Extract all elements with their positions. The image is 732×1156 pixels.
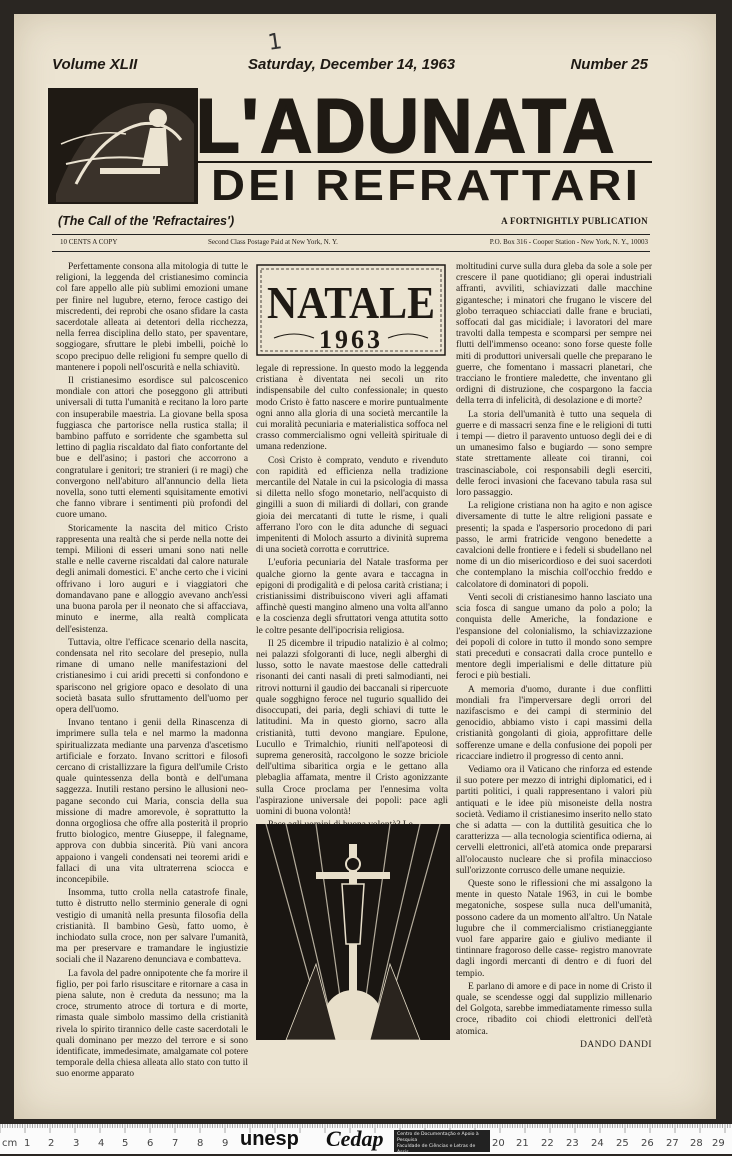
subtitle: (The Call of the 'Refractaires') xyxy=(58,214,235,228)
ruler-number: 25 xyxy=(616,1138,629,1149)
title-line-1: L'ADUNATA xyxy=(196,84,616,169)
headline-frame xyxy=(254,262,448,358)
masthead xyxy=(46,84,652,208)
cedap-logo: Cedap xyxy=(326,1126,384,1151)
ruler-number: 24 xyxy=(591,1138,604,1149)
crucifix-woodcut-icon xyxy=(256,824,450,1040)
column-1 xyxy=(56,262,248,1083)
paragraph: Perfettamente consona alla mitologia di tutte le religioni, la leggenda del cristianesimo comincia col fare appello alle più sublimi emozioni umane per finire nel lugubre, eterno, feroce castigo dei miscredenti, dei reprobi che osano sfidare la casta sacerdotale alleata ai detentori della ricchezza, nella ferrea disciplina dello stato, per spaventare, soggiogare, sfruttare le plebi imbelli, poichè lo scopo precipuo delle religioni fu sempre quello di mantenere i popoli nell'oscurità e nella schiavitù. xyxy=(56,262,248,373)
issue-number: Number 25 xyxy=(570,56,648,73)
ruler-unit: cm xyxy=(2,1138,18,1149)
ruler-number: 4 xyxy=(98,1138,105,1149)
ruler-number: 5 xyxy=(122,1138,129,1149)
paragraph: La religione cristiana non ha agito e non agisce diversamente di tutte le altre religioni passate e presenti; la spada e l'aspersorio procedono di pari passo, le armi fratricide vengono benedette a cavalcioni delle frontiere e i fedeli si sbudellano nel nome di un dio misericordioso e dei suoi sacerdoti che contemplano la mischia coll'occhio freddo e calcolatore di dominatori di popoli. xyxy=(456,501,652,590)
ruler-number: 26 xyxy=(641,1138,654,1149)
ruler-number: 7 xyxy=(172,1138,179,1149)
column-3 xyxy=(456,262,652,1051)
woodcut-figure-icon xyxy=(48,88,198,204)
woodcut-illustration xyxy=(256,824,450,1040)
paragraph: Il 25 dicembre il tripudio natalizio è al colmo; nei palazzi sfolgoranti di luce, negli alberghi di lusso, sotto le navate maestose delle cattedrali risonanti dei canti nasali di preti salmodianti, nei ritrovi notturni il gaudio dei baccanali si ripercuote quale sogghigno feroce nel tugurio squallido dei disoccupati, dei paria, degli schiavi di tutte le latitudini. Ma in questo giorno, sacro alla cristianità, tutti devono mangiare. Epulone, Lucullo e Trimalchio, riuniti nell'apoteosi di suprema generosità, raccolgono le sozze briciole dell'ultima sibaritica orgia e le gettano alla plebaglia affamata, mentre il Cristo agonizzante sulla Croce proclama per l'ennesima volta l'aspirazione universale dei popoli: pace agli uomini di buona volontà! xyxy=(256,638,448,817)
paragraph: Il cristianesimo esordisce sul palcoscenico mondiale con attori che poseggono gli attributi universali di tutta l'umanità e recitano la loro parte con insuperabile maestria. La giovane bella sposa fuggiasca che partorisce nella rustica stalla; il bambino paffuto e sorridente che sgambetta sul lettino di paglia riscaldato dal fiato confortante del bue e dell'asino; i pastori che accorrono a congratulare i genitori; tre stranieri (i re magi) che convergono nell'abituro all'annuncio della lieta novella, sono tutti elementi squisitamente emotivi che fanno vibrare i sentimenti più profondi del cuore umano. xyxy=(56,376,248,521)
ruler-number: 21 xyxy=(516,1138,529,1149)
paragraph: E parlano di amore e di pace in nome di Cristo il quale, se scendesse oggi dal supplizio millenario del Golgota, sarebbe immediatamente rimesso sulla croce, ribadito coi chiodi elettronici dell'età atomica. xyxy=(456,981,652,1037)
cedap-caption-line: Centro de Documentação e Apoio à Pesquisa xyxy=(397,1132,479,1143)
address-label: P.O. Box 316 - Cooper Station - New York, N. Y., 10003 xyxy=(489,238,648,246)
paragraph: Storicamente la nascita del mitico Cristo rappresenta una realtà che si perde nella notte dei tempi. Milioni di esseri umani sono nati nelle stalle e nelle caverne riscaldati dal calore naturale degli animali domestici. E' anche certo che i vicini offrivano i loro auguri e i viaggiatori che domandavano pane e alloggio avevano anch'essi una buona parola per il neonato che si affacciava, minuto e inerme, alla realtà complicata dell'esistenza. xyxy=(56,523,248,635)
paragraph: Invano tentano i genii della Rinascenza di imprimere sulla tela e nel marmo la madonna spiritualizzata mediante una parvenza d'ascetismo artificiale e forzato. Invano scrittori e filosofi cercano di cristallizzare la figura dell'umile Cristo quale quintessenza della bontà e dell'umana saggezza. Inutili restano persino le allusioni neo-pagane secondo cui Maria, conscia della sua missione di madre amorevole, è soprattutto la donna orgogliosa che offre alla posterità il proprio frutto biologico, mentre Giuseppe, il falegname, approva con dubbia sincerità. Più vani ancora appaiono i vangeli condensati nei teoremi aridi e fallaci di una vita ultraterrena sciocca e inconcepibile. xyxy=(56,718,248,885)
paragraph: Queste sono le riflessioni che mi assalgono la mente in questo Natale 1963, in cui le bombe megatoniche, sospese sulla nuca dell'umanità, possono cadere da un momento all'altro. Un Natale lugubre che il commercialismo cristianeggiante vuol fare apparire gaio e giulivo mediante il tintinnare fragoroso delle casse- registro manovrate dagli ingordi mercanti di dentro e di fuori del tempio. xyxy=(456,878,652,979)
paragraph: Tuttavia, oltre l'efficace scenario della nascita, condensata nel rito secolare del presepio, nulla rimane di umano nelle manifestazioni del cristianesimo i cui aridi precetti si confondono e spariscono nel grigiore opaco e desolato di una società basata sullo sfruttamento dell'uomo per opera dell'uomo. xyxy=(56,637,248,715)
ruler-number: 1 xyxy=(24,1138,31,1149)
paragraph: Insomma, tutto crolla nella catastrofe finale, tutto è distrutto nello sterminio generale di ogni vestigio di umanità nella presunta filosofia della cristianità. Il bambino Gesù, fatto uomo, è inchiodato sulla croce, non per salvare l'umanità, ma per preservare e tramandare le ingiustizie sociali che il Nazareno denunciava e combatteva. xyxy=(56,888,248,966)
title-line-2: DEI REFRATTARI xyxy=(211,161,641,208)
info-line xyxy=(60,238,648,252)
paragraph: La favola del padre onnipotente che fa morire il figlio, per poi farlo risuscitare e ritornare a casa in piena salute, non è creduta da nessuno; ma la croce, strumento atroce di tortura e di morte, rimasta quale simbolo massimo della cristianità rivela lo spirito tirannico delle caste sacerdotali le quali dominano per mezzo del terrore e si sono identificate, immedesimate, amalgamate col potere temporale della chiesa alleata allo stato con tutto il suo enorme apparato xyxy=(56,968,248,1080)
ruler-number: 27 xyxy=(666,1138,679,1149)
divider-bottom xyxy=(52,251,650,252)
publication-type: A FORTNIGHTLY PUBLICATION xyxy=(501,216,648,226)
headline-year: 1963 xyxy=(319,325,383,354)
paragraph: A memoria d'uomo, durante i due conflitti mondiali fra l'imperversare degli orrori del nazifascismo e dei campi di sterminio del genocidio, abbiamo visto i capi massimi della cristianità gongolanti di gioia, approfittare delle sofferenze umane e della confusione dei popoli per ricacciare indietro il progresso di cento anni. xyxy=(456,684,652,762)
headline-word: NATALE xyxy=(267,277,435,328)
divider-top xyxy=(52,234,650,235)
masthead-art xyxy=(46,84,652,208)
ruler-number: 20 xyxy=(492,1138,505,1149)
paragraph: L'euforia pecuniaria del Natale trasforma per qualche giorno la gente avara e taccagna in epigoni di prodigalità e di pelosa carità cristiana; i cristianissimi distribuiscono viveri agli affamati affinchè questi mangino almeno una volta all'anno e la coscienza degli sfruttatori venga attutita sotto le coltre pesante dell'ipocrisia religiosa. xyxy=(256,558,448,636)
cedap-caption-line: Faculdade de Ciências e Letras de Assis xyxy=(397,1144,476,1155)
ruler-number: 2 xyxy=(48,1138,55,1149)
ruler-number: 22 xyxy=(541,1138,554,1149)
postage-label: Second Class Postage Paid at New York, N. Y. xyxy=(208,238,338,246)
author-signature: DANDO DANDI xyxy=(580,1039,652,1050)
unesp-logo: unesp xyxy=(240,1128,299,1150)
ruler-number: 3 xyxy=(73,1138,80,1149)
paragraph: La storia dell'umanità è tutto una sequela di guerre e di massacri senza fine e le religioni di tutti i tempi — dietro il paravento untuoso degli dei e di un umanesimo falso e bugiardo — sono sempre state strettamente alleate coi tiranni, coi trascinasciabole, coi responsabili degli eserciti, delle feroci invasioni che facevano tabula rasa sul loro passaggio. xyxy=(456,409,652,499)
issue-date: Saturday, December 14, 1963 xyxy=(248,56,456,73)
cedap-caption xyxy=(394,1130,490,1155)
ruler-number: 23 xyxy=(566,1138,579,1149)
price-label: 10 CENTS A COPY xyxy=(60,238,118,246)
subtitle-line xyxy=(58,214,648,234)
ruler-number: 29 xyxy=(712,1138,725,1149)
paragraph: moltitudini curve sulla dura gleba da sole a sole per crescere il pane quotidiano; gli operai industriali affranti, avviliti, schiavizzati dalle macchine gigantesche; i minatori che frugano le viscere del globo terraqueo schiacciati dalle frane e bruciati, soffocati dal gas micidiale; i lavoratori del mare travolti dalla tempesta e scomparsi per sempre nei flutti dell'immenso oceano: sono forse queste folle miti di produttori universali quelle che preparano le guerre, che fomentano i massacri planetari, che tracciano le frontiere maledette, che inventano gli ordigni di distruzione, che cospargono la faccia della terra di infelicità, di desolazione e di morte? xyxy=(456,262,652,407)
dateline xyxy=(52,56,648,78)
paragraph: Così Cristo è comprato, venduto e rivenduto con rapidità ed efficienza nella tradizione mercantile del Natale in cui la psicologia di massa si diletta nello sfogo monetario, nell'acquisto di gingilli a suon di miliardi di dollari, con grande gioia dei mercatanti di tutte le risme, i quali afferrano l'oro con le dita adunche di seguaci impenitenti di Moloch assurto a divinità suprema di una società corrotta e corruttrice. xyxy=(256,455,448,556)
paragraph: Vediamo ora il Vaticano che rinforza ed estende il suo potere per mezzo di intrighi diplomatici, ed i partiti politici, i quali rappresentano i valori più antiquati e le idee più misoneiste della nostra società. Vediamo il cristianesimo inserito nello stato che si adatta — con la duttilità gesuitica che lo caratterizza — alla tecnologia scientifica odierna, ai cervelli elettronici, all'età atomica onde prepararsi all'olocausto nucleare che si profila minaccioso sull'orizzonte corrusco delle umane nequizie. xyxy=(456,764,652,876)
ruler-number: 6 xyxy=(147,1138,154,1149)
ruler-number: 28 xyxy=(690,1138,703,1149)
paragraph: Venti secoli di cristianesimo hanno lasciato una scia fosca di sangue umano da polo a polo; la conquista delle Americhe, la fondazione e l'espansione del colonialismo, la schiavizzazione dei popoli di colore in tutto il mondo sono sempre stati preceduti e consacrati dalla croce puntello e mentore degli imperialismi e delle dittature più feroci e più bestiali. xyxy=(456,592,652,682)
paragraph: legale di repressione. In questo modo la leggenda cristiana è diventata nei secoli un rito indispensabile del culto confessionale; in questo modo Cristo è fatto nascere e morire puntualmente ogni anno alla gloria di una società mercantile la cui moralità pecuniaria e materialistica soffoca nel crasso commercialismo ogni velleità spirituale di umana redenzione. xyxy=(256,364,448,453)
column-2 xyxy=(256,364,448,833)
headline-box xyxy=(254,262,448,358)
ruler-number: 9 xyxy=(222,1138,229,1149)
volume-label: Volume XLII xyxy=(52,56,138,73)
handwritten-mark: 1 xyxy=(266,29,284,56)
ruler-number: 8 xyxy=(197,1138,204,1149)
